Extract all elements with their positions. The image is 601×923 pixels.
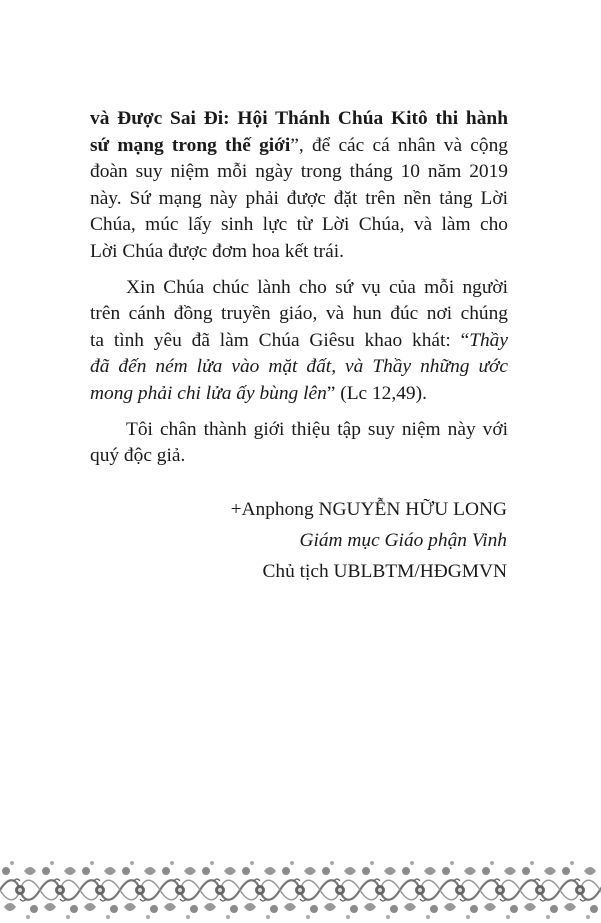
paragraph-3-line: quý độc giả. [90,445,186,467]
decorative-floral-border [0,857,601,923]
paragraph-1-line: Lời Chúa được đơm hoa kết trái. [90,240,344,262]
paragraph-1-line: và Được Sai Đi: Hội Thánh Chúa Kitô thi hành [90,108,508,129]
paragraph-2-line: đã đến ném lửa vào mặt đất, và Thầy những ước [90,356,508,378]
paragraph-1-line: đoàn suy niệm mỗi ngày trong tháng 10 năm 2019 [90,161,508,183]
paragraph-1 [90,106,508,266]
signature-block [231,494,507,587]
paragraph-1-line: Chúa, múc lấy sinh lực từ Lời Chúa, và làm cho [90,214,508,236]
paragraph-2-line: trên cánh đồng truyền giáo, và hun đúc nơi chúng [90,303,508,325]
paragraph-2-line: ta tình yêu đã làm Chúa Giêsu khao khát: “Thầy [90,329,508,351]
signature-role: Chủ tịch UBLBTM/HĐGMVN [262,561,507,582]
signature-name: +Anphong NGUYỄN HỮU LONG [230,499,507,520]
paragraph-2 [90,275,508,408]
paragraph-3-line: Tôi chân thành giới thiệu tập suy niệm này với [126,418,508,440]
paragraph-2-line: Xin Chúa chúc lành cho sứ vụ của mỗi người [126,276,508,298]
paragraph-1-line: này. Sứ mạng này phải được đặt trên nền tảng Lời [90,187,508,209]
paragraph-1-line: sứ mạng trong thế giới”, để các cá nhân và cộng [90,134,508,156]
paragraph-3 [90,417,508,470]
paragraph-2-line: mong phải chi lửa ấy bùng lên” (Lc 12,49). [90,382,427,404]
signature-title: Giám mục Giáo phận Vinh [299,530,507,551]
body-text [90,106,508,470]
